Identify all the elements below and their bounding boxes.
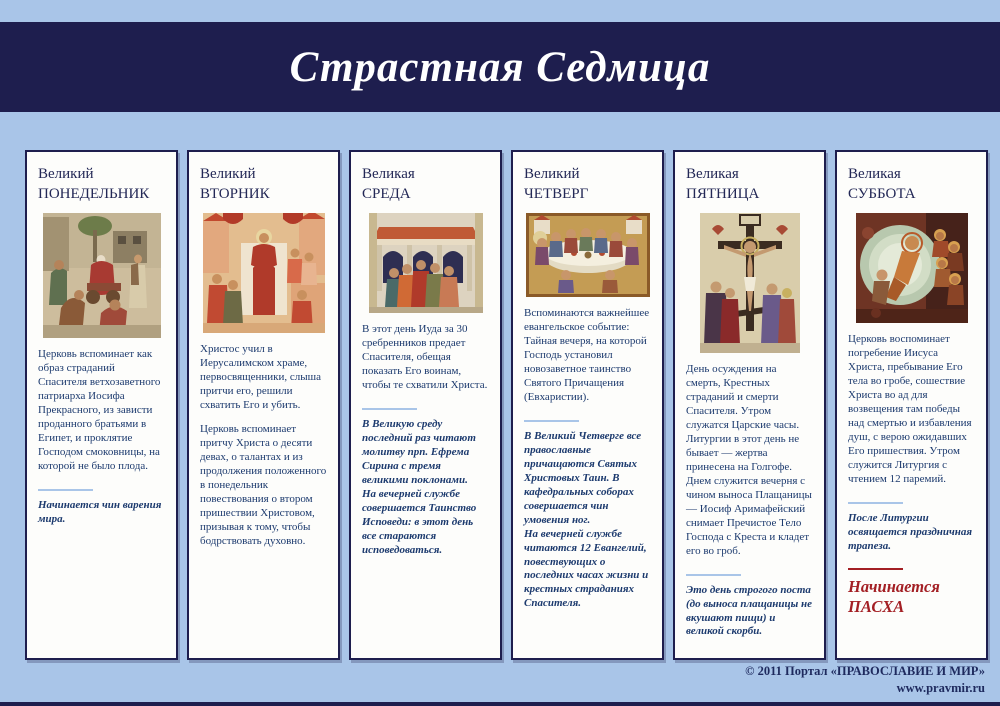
red-divider	[848, 568, 903, 570]
footer-credit	[745, 663, 985, 697]
betrayal-of-judas-icon	[362, 213, 489, 313]
day-title-line1: Великий	[38, 166, 94, 182]
page-title: Страстная Седмица	[289, 43, 711, 91]
service-note-2: На вечерней службе совершается Таинство Исповеди: в этот день все стараются исповедоваться.	[362, 487, 477, 556]
divider	[524, 420, 579, 422]
last-supper-icon	[524, 213, 651, 297]
day-title-line2: СУББОТА	[848, 185, 916, 202]
website-text: www.pravmir.ru	[896, 680, 985, 695]
crucifixion-icon	[686, 213, 813, 353]
day-title	[686, 165, 813, 204]
bottom-band	[0, 702, 1000, 706]
day-title-line2: ВТОРНИК	[200, 185, 270, 202]
day-description: Христос учил в Иерусалимском храме, первосвященники, слыша притчи его, решили схватить Его и убить.	[200, 343, 322, 411]
day-title-line1: Великая	[686, 166, 739, 182]
day-title	[848, 165, 975, 204]
day-title-line1: Великая	[848, 166, 901, 182]
divider	[38, 489, 93, 491]
easter-highlight: Начинается ПАСХА	[848, 576, 940, 617]
day-card-saturday	[835, 150, 988, 660]
service-note: Это день строгого поста (до выноса плащаницы не вкушают пищи) и великой скорби.	[686, 583, 813, 638]
day-description-2: Церковь вспоминает притчу Христа о десяти девах, о талантах и из продолжения положенного в понедельник повествования о втором пришествии Христовом, призывая к тому, чтобы бодрствовать духовно.	[200, 422, 327, 547]
joseph-sold-into-egypt-icon	[38, 213, 165, 338]
day-card-thursday	[511, 150, 664, 660]
day-description: День осуждения на смерть, Крестных страданий и смерти Спасителя. Утром служатся Царские часы. Литургии в этот день не бывает — жертва принесена на Голгофе. Днем служится вечерня с чином выноса Плащаницы — Иосиф Аримафейский снимает Пречистое Тело Господа с Креста и кладет его во гроб.	[686, 363, 812, 557]
service-note-2: На вечерней службе читаются 12 Евангелий, повествующих о последних часах жизни и крестных страданиях Спасителя.	[524, 527, 649, 610]
service-note: После Литургии освящается праздничная трапеза.	[848, 511, 973, 552]
day-description: В этот день Иуда за 30 сребренников предает Спасителя, обещая показать Его воинам, чтобы те схватили Христа.	[362, 323, 488, 391]
day-title	[524, 165, 651, 204]
title-band	[0, 22, 1000, 112]
day-title	[200, 165, 327, 204]
day-title-line2: ЧЕТВЕРГ	[524, 185, 589, 202]
day-card-tuesday	[187, 150, 340, 660]
days-row	[25, 150, 988, 660]
christ-teaching-in-temple-icon	[200, 213, 327, 333]
day-title	[38, 165, 165, 204]
day-card-friday	[673, 150, 826, 660]
day-description: Церковь воспоминает погребение Иисуса Христа, пребывание Его тела во гробе, сошествие Христа во ад для возвещения там победы над смертью и избавления душ, с верою ожидавших Его пришествия. Утром служится Литургия с чтением 12 паремий.	[848, 333, 972, 485]
copyright-text: © 2011 Портал «ПРАВОСЛАВИЕ И МИР»	[745, 664, 985, 678]
divider	[362, 408, 417, 410]
day-title-line2: СРЕДА	[362, 185, 411, 202]
day-title-line1: Великая	[362, 166, 415, 182]
day-card-monday	[25, 150, 178, 660]
day-description: Вспоминаются важнейшее евангельское событие: Тайная вечеря, на которой Господь установил новозаветное таинство Святого Причащения (Евхаристии).	[524, 307, 650, 403]
service-note: Начинается чин варения мира.	[38, 498, 162, 525]
day-title-line2: ПЯТНИЦА	[686, 185, 760, 202]
day-title-line1: Великий	[524, 166, 580, 182]
descent-into-hades-icon	[848, 213, 975, 323]
divider	[686, 574, 741, 576]
day-title-line2: ПОНЕДЕЛЬНИК	[38, 185, 150, 202]
service-note: В Великий Четверге все православные причащаются Святых Христовых Таин. В кафедральных соборах совершается чин умовения ног.	[524, 429, 642, 526]
divider	[848, 502, 903, 504]
day-title	[362, 165, 489, 204]
day-card-wednesday	[349, 150, 502, 660]
day-title-line1: Великий	[200, 166, 256, 182]
service-note: В Великую среду последний раз читают молитву прп. Ефрема Сирина с тремя великими поклонами.	[362, 417, 476, 486]
day-description: Церковь вспоминает как образ страданий Спасителя ветхозаветного патриарха Иосифа Прекрасного, из зависти проданного братьями в Египет, и проклятие Господом смоковницы, на которой не было плода.	[38, 348, 161, 472]
